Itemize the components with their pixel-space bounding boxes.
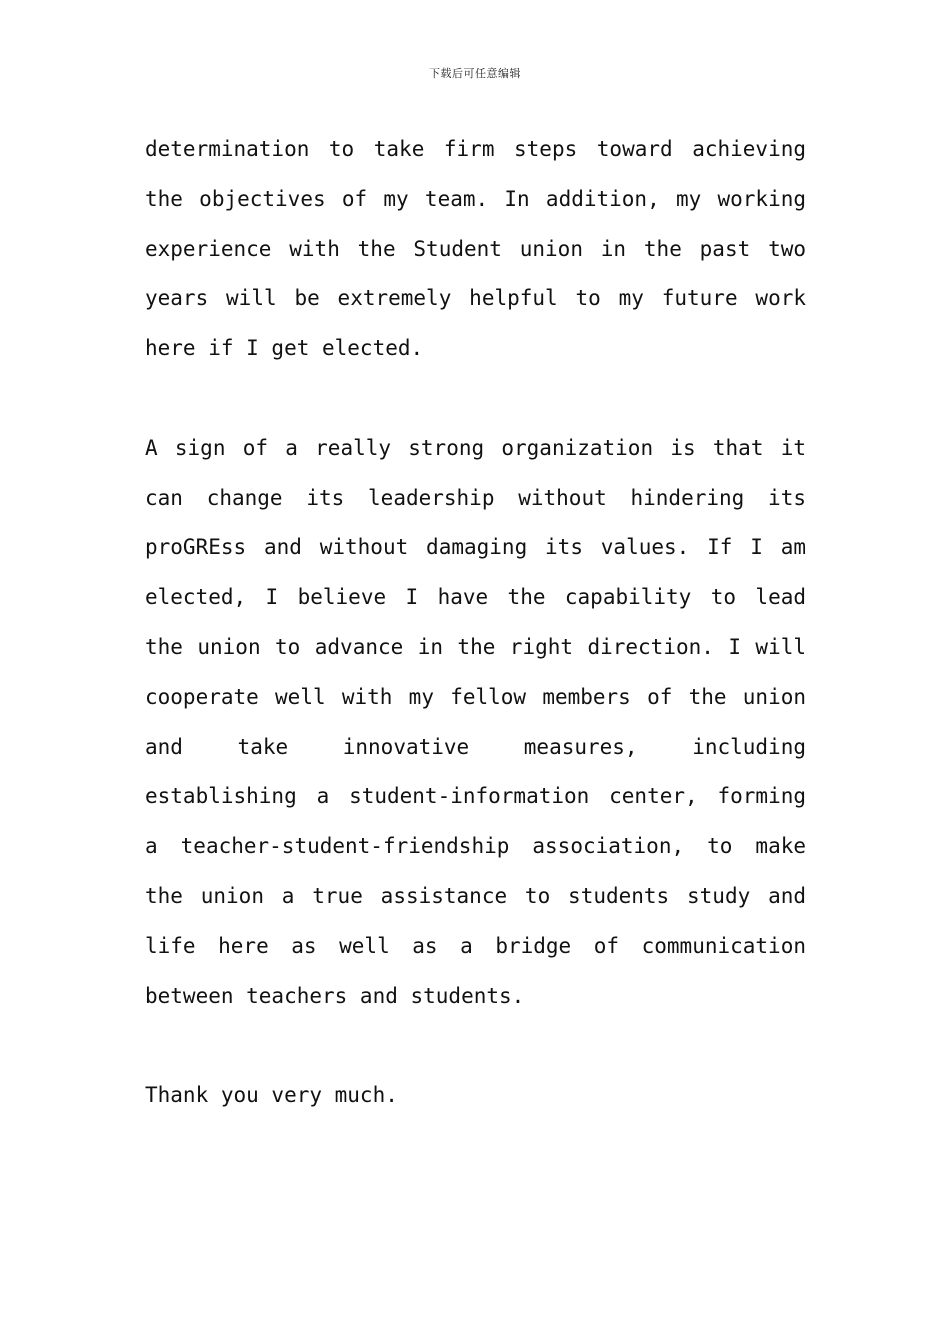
paragraph-spacer [145, 1021, 806, 1071]
page-header: 下载后可任意编辑 [429, 67, 521, 80]
text-line: life here as well as a bridge of communication [145, 933, 806, 958]
text-line: A sign of a really strong organization is that it [145, 435, 806, 460]
text-line: between teachers and students. [145, 983, 525, 1008]
text-line: cooperate well with my fellow members of the union [145, 684, 806, 709]
text-line: experience with the Student union in the past two [145, 236, 806, 261]
text-line: the objectives of my team. In addition, my working [145, 186, 806, 211]
text-line: Thank you very much. [145, 1083, 398, 1108]
paragraph-1 [145, 125, 806, 374]
text-line: elected, I believe I have the capability to lead [145, 585, 806, 610]
text-line: here if I get elected. [145, 336, 424, 361]
paragraph-3 [145, 1071, 806, 1121]
text-line: establishing a student-information center, forming [145, 784, 806, 809]
text-line: proGREss and without damaging its values. If I am [145, 535, 806, 560]
text-line: years will be extremely helpful to my future work [145, 286, 806, 311]
paragraph-spacer [145, 374, 806, 424]
text-line: can change its leadership without hindering its [145, 485, 806, 510]
paragraph-2 [145, 424, 806, 1022]
text-line: and take innovative measures, including [145, 734, 806, 759]
text-line: the union to advance in the right direction. I will [145, 634, 806, 659]
text-line: the union a true assistance to students study and [145, 883, 806, 908]
text-line: determination to take firm steps toward achieving [145, 137, 806, 161]
text-line: a teacher-student-friendship association, to make [145, 834, 806, 859]
document-body [145, 125, 806, 1121]
